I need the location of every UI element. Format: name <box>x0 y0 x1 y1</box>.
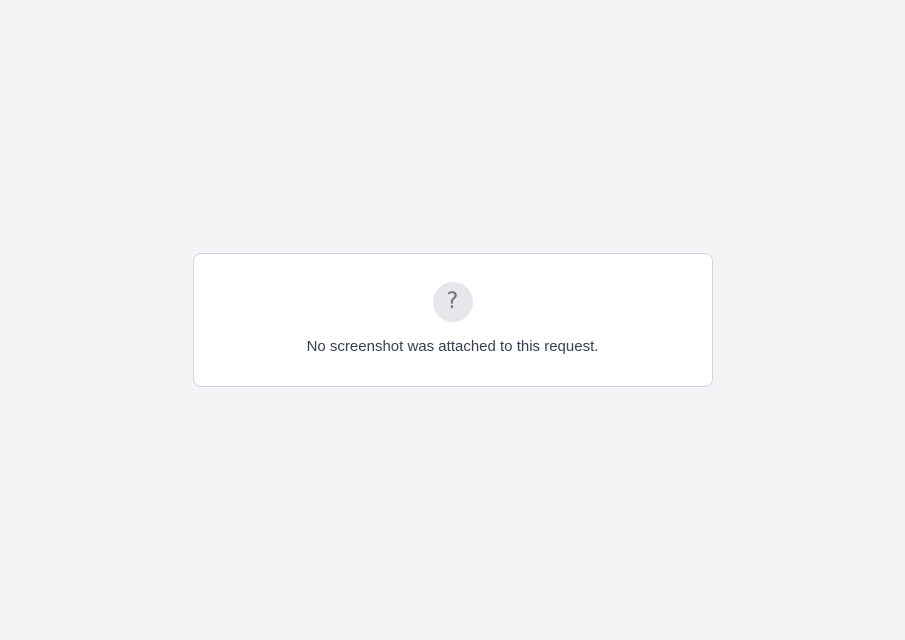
image-missing-icon: ? <box>433 282 473 322</box>
missing-image-notice <box>193 253 713 388</box>
notice-message: No screenshot was attached to this request. <box>306 337 599 355</box>
